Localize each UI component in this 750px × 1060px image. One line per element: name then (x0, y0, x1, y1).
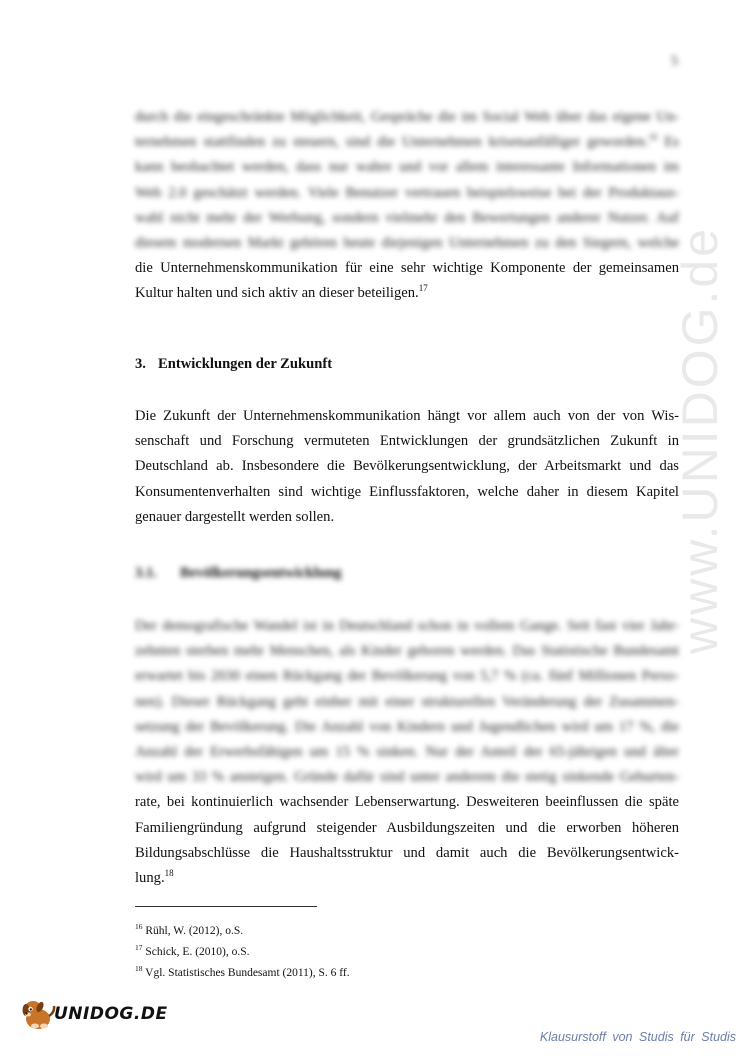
text-line: diesem modernen Markt gehören heute diejenigen Unternehmen zu den Siegern, welche (135, 235, 679, 252)
paragraph-social-web (135, 105, 679, 307)
section-title: Entwicklungen der Zukunft (158, 356, 333, 372)
text-line: durch die eingeschränkte Möglichkeit, Gespräche die im Social Web über das eigene Un- (135, 109, 679, 125)
text-line: ternehmen stattfinden zu steuern, sind die Unternehmen krisenanfälliger geworden.$^{16}$ Es (135, 132, 679, 151)
footnotes (135, 921, 350, 984)
text-line: Konsumentenverhalten sind wichtige Einflussfaktoren, welche daher in diesem Kapitel (135, 483, 679, 500)
unidog-logo[interactable] (18, 996, 168, 1032)
footnote: $^{16}$ Rühl, W. (2012), o.S. (135, 922, 244, 937)
footnote-ref: 18 (164, 868, 174, 879)
text-line: Die Zukunft der Unternehmenskommunikation hängt vor allem auch von der von Wis- (135, 408, 679, 424)
section-title: Bevölkerungsentwicklung (180, 565, 342, 581)
subsection-heading (135, 565, 341, 582)
text-line: nen). Dieser Rückgang geht einher mit einer strukturellen Veränderung der Zusammen- (135, 693, 679, 710)
section-heading (135, 356, 332, 373)
page-number: 5 (671, 54, 678, 69)
text-line: genauer dargestellt werden sollen. (135, 508, 335, 525)
text-line: wird um 33 % ansteigen. Gründe dafür sind unter anderem die stetig sinkende Geburten- (135, 769, 679, 786)
text-line: Kultur halten und sich aktiv an dieser beteiligen.$^{17}$ (135, 283, 428, 302)
dog-mascot-icon (18, 996, 58, 1032)
footnote-ref: 16 (648, 132, 658, 143)
text-line: Deutschland ab. Insbesondere die Bevölkerungsentwicklung, der Arbeitsmarkt und das (135, 458, 679, 475)
text-line: kann beobachtet werden, dass nur wahre und vor allem interessante Informationen im (135, 159, 679, 176)
section-number: 3. (135, 356, 146, 372)
text-line: zehnten sterben mehr Menschen, als Kinder geboren werden. Das Statistische Bundesamt (135, 643, 679, 660)
logo-text: UNIDOG.DE (54, 1004, 168, 1024)
text-line: Web 2.0 geschätzt werden. Viele Benutzer vertrauen beispielsweise bei der Produktaus- (135, 184, 679, 201)
text-line: Bildungsabschlüsse die Haushaltsstruktur und damit auch die Bevölkerungsentwick- (135, 844, 679, 861)
text-line: rate, bei kontinuierlich wachsender Lebenserwartung. Desweiteren beeinflussen die späte (135, 794, 679, 811)
text-line: Anzahl der Erwerbsfähigen um 15 % sinken. Nur der Anteil der 65-jährigen und älter (135, 744, 679, 761)
text-line: wahl nicht mehr der Werbung, sondern vielmehr den Bewertungen anderer Nutzer. Auf (135, 209, 679, 226)
footnote-ref: 17 (418, 283, 428, 294)
paragraph-demografie (135, 614, 679, 891)
tagline: Klausurstoff von Studis für Studis (539, 1030, 736, 1044)
text-line: lung.$^{18}$ (135, 868, 174, 887)
footnote: $^{17}$ Schick, E. (2010), o.S. (135, 943, 250, 958)
paragraph-zukunft (135, 404, 679, 530)
text-line: senschaft und Forschung vermuteten Entwicklungen der grundsätzlichen Zukunft in (135, 433, 679, 450)
text-line: setzung der Bevölkerung. Die Anzahl von Kindern und Jugendlichen wird um 17 %, die (135, 718, 679, 735)
text-line: Der demografische Wandel ist in Deutschland schon in vollem Gange. Seit fast vier Jahr- (135, 618, 679, 634)
text-line: erwartet bis 2030 einen Rückgang der Bevölkerung von 5,7 % (ca. fünf Millionen Perso- (135, 668, 679, 685)
text-line: Familiengründung aufgrund steigender Ausbildungszeiten und die erworben höheren (135, 819, 679, 836)
footnote-separator (135, 906, 317, 907)
section-number: 3.1. (135, 565, 157, 581)
watermark: www.UNIDOG.de (672, 226, 728, 654)
text-line: die Unternehmenskommunikation für eine sehr wichtige Komponente der gemeinsamen (135, 260, 679, 277)
footnote: $^{18}$ Vgl. Statistisches Bundesamt (2011), S. 6 ff. (135, 964, 350, 979)
